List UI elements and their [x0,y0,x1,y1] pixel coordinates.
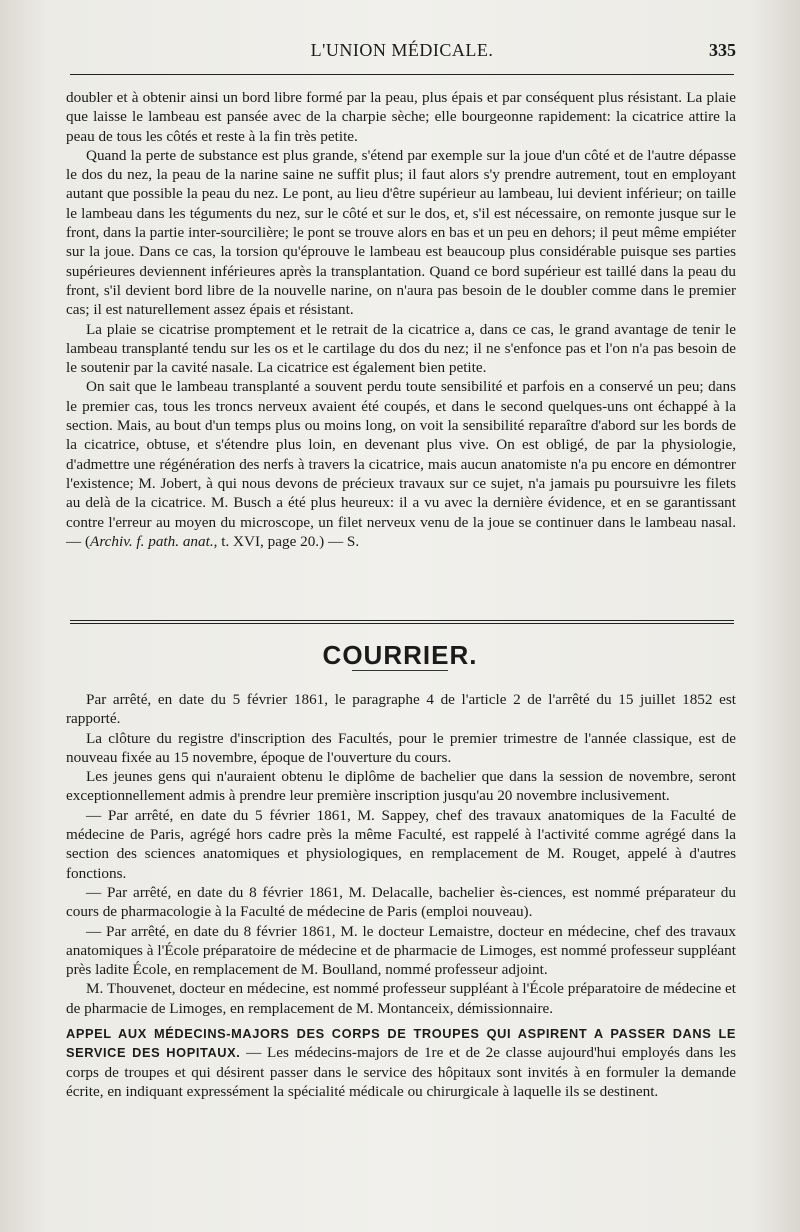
section-divider [70,620,734,624]
article-paragraph [66,377,736,551]
appeal-notice [66,1024,736,1101]
article-paragraph: Quand la perte de substance est plus grande, s'étend par exemple sur la joue d'un côté et de l'autre dépasse le dos du nez, la peau de la narine saine ne suffit plus; il faut alors s'y prendre autrement, tout en employant autant que possible la peau du nez. Le pont, au lieu d'être supérieur au lambeau, lui devient inférieur; on taille le lambeau dans les téguments du nez, sur le côté et sur le dos, et, s'il est nécessaire, on remonte jusque sur le front, dans la partie inter-sourcilière; le pont se trouve alors en bas et un peu en dehors; il peut même empiéter sur la joue. Dans ce cas, la torsion qu'éprouve le lambeau est beaucoup plus considérable puisque ses parties supérieures deviennent inférieures après la transplantation. Quand ce bord supérieur est taillé dans la peau du front, s'il devient bord libre de la nouvelle narine, on n'aura pas besoin de le doubler comme dans le premier cas; il est naturellement assez épais et résistant. [66,146,736,319]
article-paragraph: La plaie se cicatrise promptement et le retrait de la cicatrice a, dans ce cas, le grand avantage de tenir le lambeau transplanté tendu sur les os et le cartilage du dos du nez; il ne s'enfonce pas et l'on n'a pas besoin de le soutenir par la cavité nasale. La cicatrice est également bien petite. [66,320,736,377]
journal-title: L'UNION MÉDICALE. [310,40,494,60]
news-item: Par arrêté, en date du 5 février 1861, le paragraphe 4 de l'article 2 de l'arrêté du 15 juillet 1852 est rapporté. [66,691,736,728]
heading-underline [352,670,448,671]
article-paragraph: doubler et à obtenir ainsi un bord libre formé par la peau, plus épais et par conséquent plus résistant. La plaie que laisse le lambeau est pansée avec de la charpie sèche; elle bourgeonne rapidement: la cicatrice attire la peau de tous les côtés et reste à la fin très petite. [66,89,736,145]
citation-journal: Archiv. f. path. anat. [90,532,214,550]
courrier-body [66,690,736,1101]
news-item: — Par arrêté, en date du 8 février 1861, M. Delacalle, bachelier ès-ciences, est nommé préparateur du cours de pharmacologie à la Faculté de médecine de Paris (emploi nouveau). [66,883,736,921]
appeal-heading: APPEL AUX MÉDECINS-MAJORS DES CORPS DE TROUPES QUI ASPIRENT A PASSER DANS LE SERVICE DES HOPITAUX. [66,1026,736,1061]
news-item: — Par arrêté, en date du 5 février 1861, M. Sappey, chef des travaux anatomiques de la Faculté de médecine de Paris, agrégé hors cadre près la même Faculté, est rappelé à l'activité comme agrégé dans la section des sciences anatomiques et physiologiques, en remplacement de M. Rouget, appelé à d'autres fonctions. [66,806,736,882]
news-item: La clôture du registre d'inscription des Facultés, pour le premier trimestre de l'année classique, est de nouveau fixée au 15 novembre, époque de l'ouverture du cours. [66,729,736,766]
header-rule [70,74,734,75]
article-body [66,88,736,551]
news-item: Les jeunes gens qui n'auraient obtenu le diplôme de bachelier que dans la session de novembre, seront exceptionnellement admis à prendre leur première inscription jusqu'au 20 novembre inclusivement. [66,768,736,805]
running-head [68,40,736,64]
article-paragraph-text: On sait que le lambeau transplanté a souvent perdu toute sensibilité et parfois en a conservé un peu; dans le premier cas, tous les troncs nerveux avaient été coupés, et dans le second quelques-uns ont échappé à la section. Mais, au bout d'un temps plus ou moins long, on voit la sensibilité reparaître d'abord sur les bords de la cicatrice, obtuse, et s'étendre plus loin, en devenant plus vive. On est obligé, de par la physiologie, d'admettre une régénération des nerfs à travers la cicatrice, mais aucun anatomiste n'a pu encore en démontrer l'existence; M. Jobert, à qui nous devons de précieux travaux sur ce sujet, n'a jamais pu poursuivre les filets au delà de la cicatrice. M. Busch a été plus heureux: il a vu avec la dernière évidence, et en se garantissant contre l'erreur au moyen du microscope, un filet nerveux venu de la joue se continuer dans le lambeau nasal. — ( [66,378,736,550]
appeal-body: — Les médecins-majors de 1re et de 2e classe aujourd'hui employés dans les corps de troupes et qui désirent passer dans le service des hôpitaux sont invités à en formuler la demande écrite, en indiquant expressément la spécialité médicale ou chirurgicale à laquelle ils se destinent. [66,1044,736,1100]
page-number: 335 [709,40,736,60]
news-item: M. Thouvenet, docteur en médecine, est nommé professeur suppléant à l'École préparatoire de médecine et de pharmacie de Limoges, en remplacement de M. Montanceix, démissionnaire. [66,980,736,1017]
section-heading: COURRIER. [322,640,478,670]
citation-end: , t. XVI, page 20.) — S. [213,532,360,550]
news-item: — Par arrêté, en date du 8 février 1861, M. le docteur Lemaistre, docteur en médecine, chef des travaux anatomiques à l'École préparatoire de médecine et de pharmacie de Limoges, est nommé professeur suppléant près ladite École, en remplacement de M. Boulland, nommé professeur adjoint. [66,922,736,979]
